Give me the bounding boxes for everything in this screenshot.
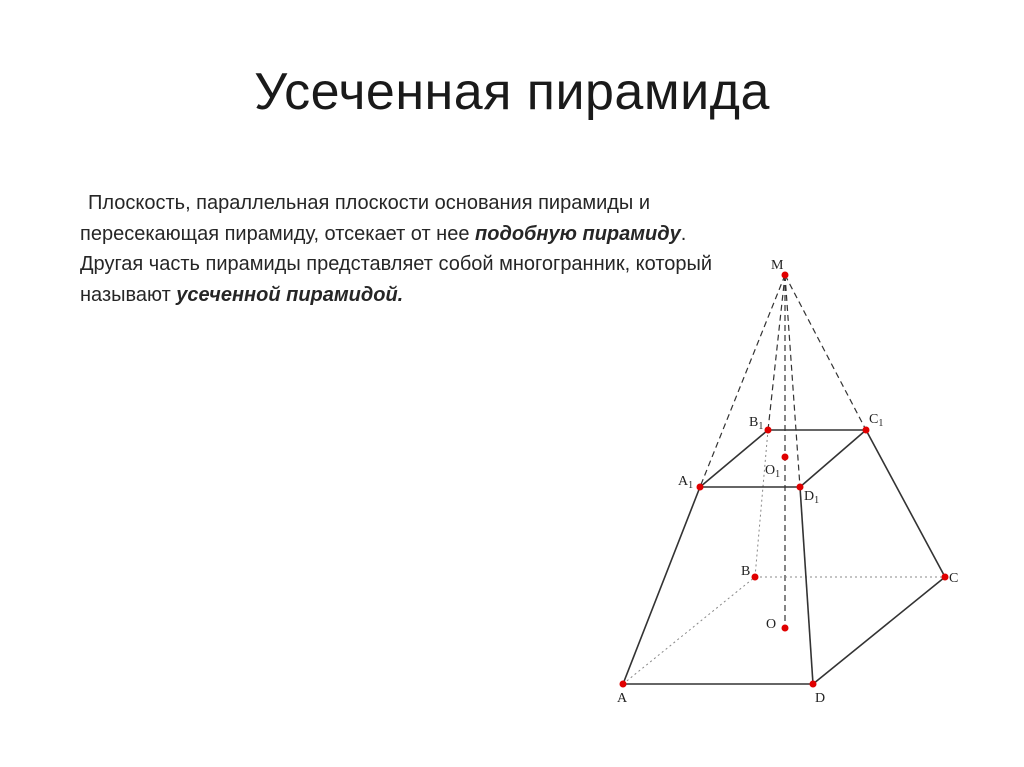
edge-A1-A: [623, 487, 700, 684]
vertex-label-O: [766, 617, 776, 632]
vertex-point-C1: [863, 427, 870, 434]
vertex-label-C1-letter: C: [869, 412, 879, 427]
vertex-label-C-letter: C: [949, 571, 959, 586]
edge-B1-B: [755, 430, 768, 577]
paragraph-emphasis-2: усеченной пирамидой.: [176, 283, 404, 306]
vertex-point-A: [620, 681, 627, 688]
paragraph-text-2: . Другая часть пирамиды представляет собой многогранник, который называют: [80, 222, 713, 306]
edge-D1-D: [800, 487, 813, 684]
vertex-label-D1: [804, 489, 819, 506]
vertex-point-A1: [697, 484, 704, 491]
vertex-label-B-letter: B: [741, 564, 751, 579]
edge-A1-B1: [700, 430, 768, 487]
vertex-label-C1-subscript: 1: [878, 418, 884, 429]
vertex-label-O1-subscript: 1: [775, 469, 781, 480]
vertex-point-O: [782, 625, 789, 632]
edge-D-C: [813, 577, 945, 684]
vertex-label-D1-subscript: 1: [814, 495, 820, 506]
edge-A-B: [623, 577, 755, 684]
edge-M-A1: [700, 275, 785, 487]
vertex-label-D: [815, 691, 825, 706]
vertex-point-B1: [765, 427, 772, 434]
vertex-label-D-letter: D: [815, 691, 826, 706]
edge-M-C1: [785, 275, 866, 430]
paragraph-text-1: Плоскость, параллельная плоскости основания пирамиды и пересекающая пирамиду, отсекает от нее: [80, 192, 651, 245]
vertex-label-B1-subscript: 1: [758, 421, 764, 432]
edge-M-B1: [768, 275, 785, 430]
vertex-label-B1-letter: B: [749, 415, 759, 430]
vertex-label-O1-letter: O: [765, 463, 776, 478]
vertex-label-A1: [678, 474, 693, 491]
vertex-label-A1-letter: A: [678, 474, 689, 489]
vertex-point-C: [942, 574, 949, 581]
vertex-label-C1: [869, 412, 883, 429]
vertex-label-M: [771, 258, 784, 273]
vertex-label-A: [617, 691, 628, 706]
vertex-labels: [617, 258, 958, 706]
edge-C1-D1: [800, 430, 866, 487]
vertex-label-B: [741, 564, 750, 579]
vertex-label-O-letter: O: [766, 617, 777, 632]
vertex-label-O1: [765, 463, 780, 480]
vertex-label-M-letter: M: [771, 258, 784, 273]
paragraph-emphasis-1: подобную пирамиду: [475, 222, 681, 245]
vertex-point-O1: [782, 454, 789, 461]
pyramid-edges: [623, 275, 945, 684]
vertex-points: [620, 272, 949, 688]
vertex-label-A-letter: A: [617, 691, 628, 706]
vertex-label-D1-letter: D: [804, 489, 815, 504]
vertex-point-D: [810, 681, 817, 688]
vertex-point-D1: [797, 484, 804, 491]
vertex-label-A1-subscript: 1: [688, 480, 694, 491]
edge-C1-C: [866, 430, 945, 577]
vertex-label-C: [949, 571, 958, 586]
slide-title: Усеченная пирамида: [254, 63, 770, 121]
vertex-label-B1: [749, 415, 763, 432]
vertex-point-B: [752, 574, 759, 581]
